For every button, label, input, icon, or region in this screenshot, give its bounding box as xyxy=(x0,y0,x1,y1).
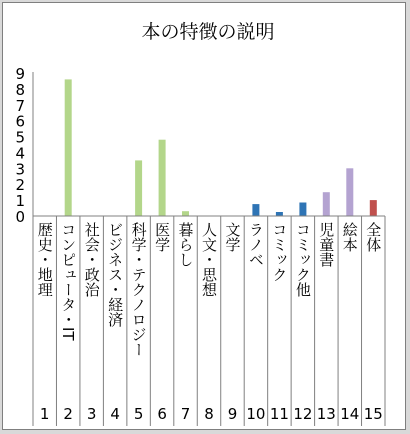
category-number: 1 xyxy=(39,405,50,423)
bar xyxy=(299,203,306,217)
y-tick-label: 7 xyxy=(15,96,25,115)
category-number: 9 xyxy=(227,405,238,423)
category-label: 人文・思想 xyxy=(200,222,218,297)
category-number: 11 xyxy=(269,405,289,423)
category-label: 歴史・地理 xyxy=(35,222,54,297)
category-labels xyxy=(36,222,383,357)
y-tick-label: 4 xyxy=(15,144,25,163)
category-label: 文学 xyxy=(223,222,242,252)
category-label: コミック他 xyxy=(293,222,312,297)
y-tick-label: 6 xyxy=(15,112,25,131)
y-tick-label: 3 xyxy=(15,160,25,179)
chart-title: 本の特徴の説明 xyxy=(141,21,275,43)
category-number: 4 xyxy=(110,405,120,423)
bar xyxy=(276,212,283,216)
category-label: コミック xyxy=(270,222,289,282)
category-label: ラノベ xyxy=(246,222,265,267)
category-number: 5 xyxy=(133,405,144,423)
category-label: 絵本 xyxy=(340,222,359,252)
bar xyxy=(252,204,259,216)
category-number: 13 xyxy=(316,405,336,423)
bar xyxy=(323,192,330,216)
y-tick-label: 2 xyxy=(15,176,25,195)
y-tick-label: 9 xyxy=(15,65,25,83)
category-number: 8 xyxy=(204,405,214,423)
category-label: コンピュータ・IT xyxy=(59,222,78,341)
bar xyxy=(135,160,142,216)
category-number: 12 xyxy=(293,405,313,423)
bar-chart xyxy=(3,3,407,431)
category-label: 医学 xyxy=(153,222,172,252)
y-tick-label: 0 xyxy=(15,208,25,226)
category-number: 7 xyxy=(180,405,191,423)
bar xyxy=(370,200,377,216)
y-tick-label: 8 xyxy=(15,80,25,99)
category-label: 科学・テクノロジー xyxy=(129,222,148,357)
category-number: 3 xyxy=(86,405,97,423)
category-number: 6 xyxy=(157,405,167,423)
category-label: 児童書 xyxy=(317,222,336,267)
category-number: 2 xyxy=(63,405,73,423)
bar xyxy=(346,168,353,216)
y-axis-ticks xyxy=(15,65,25,226)
bar xyxy=(182,211,189,216)
category-label: ビジネス・経済 xyxy=(106,222,125,327)
category-number: 15 xyxy=(363,405,383,423)
y-tick-label: 1 xyxy=(15,192,25,211)
category-label: 社会・政治 xyxy=(82,222,101,297)
chart-frame xyxy=(2,2,406,430)
category-numbers xyxy=(40,405,383,423)
category-label: 暮らし xyxy=(176,222,195,267)
category-number: 10 xyxy=(246,405,266,423)
category-number: 14 xyxy=(340,405,360,423)
y-tick-label: 5 xyxy=(15,128,25,147)
bar xyxy=(65,79,72,216)
bar xyxy=(159,140,166,216)
bars xyxy=(65,79,377,216)
category-label: 全体 xyxy=(364,222,383,252)
